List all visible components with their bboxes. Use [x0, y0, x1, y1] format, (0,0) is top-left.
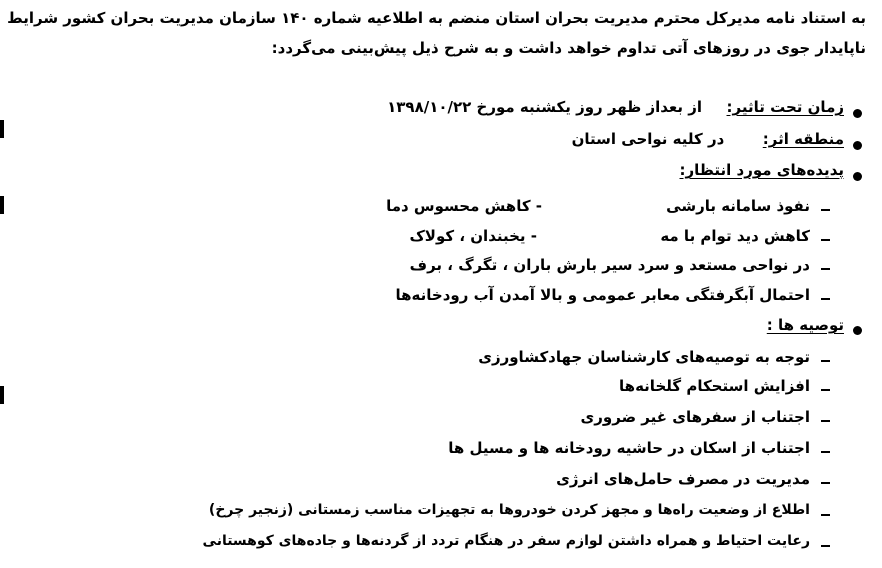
phenomenon-temperature-drop: - کاهش محسوس دما [386, 197, 542, 215]
bullet-icon [853, 109, 862, 118]
dash-icon [821, 545, 830, 547]
recommendation-item: اطلاع از وضعیت راه‌ها و مجهز کردن خودروها به تجهیزات مناسب زمستانی (زنجیر چرخ) [208, 502, 810, 518]
phenomenon-rainfall: نفوذ سامانه بارشی [666, 197, 810, 215]
phenomenon-precipitation: در نواحی مستعد و سرد سیر بارش باران ، تگرگ ، برف [409, 256, 810, 274]
dash-icon [821, 298, 830, 300]
dash-icon [821, 360, 830, 362]
phenomenon-frost-blizzard: - یخبندان ، کولاک [409, 227, 537, 245]
bullet-icon [853, 172, 862, 181]
phenomena-label: پدیده‌های مورد انتظار: [679, 161, 844, 179]
intro-line-2: ناپایدار جوی در روزهای آتی تداوم خواهد داشت و به شرح ذیل پیش‌بینی می‌گردد: [271, 39, 866, 57]
area-row [572, 130, 844, 148]
recommendation-item: رعایت احتیاط و همراه داشتن لوازم سفر در هنگام تردد از گردنه‌ها و جاده‌های کوهستانی [202, 533, 810, 549]
recommendation-item: مدیریت در مصرف حامل‌های انرژی [556, 470, 810, 488]
dash-icon [821, 514, 830, 516]
time-value: از بعداز ظهر روز یکشنبه مورخ ۱۳۹۸/۱۰/۲۲ [387, 98, 703, 116]
intro-line-1: به استناد نامه مدیرکل محترم مدیریت بحران استان منضم به اطلاعیه شماره ۱۴۰ سازمان مدیریت بحران کشور شرایط [7, 9, 866, 27]
time-row [387, 98, 844, 116]
scan-edge-mark [0, 386, 4, 404]
dash-icon [821, 420, 830, 422]
bullet-icon [853, 326, 862, 335]
area-label: منطقه اثر: [762, 130, 844, 148]
dash-icon [821, 209, 830, 211]
recommendation-item: افزایش استحکام گلخانه‌ها [619, 377, 810, 395]
dash-icon [821, 482, 830, 484]
dash-icon [821, 268, 830, 270]
recommendations-label: توصیه ها : [766, 316, 844, 334]
recommendation-item: اجتناب از اسکان در حاشیه رودخانه ها و مسیل ها [448, 439, 810, 457]
recommendation-item: اجتناب از سفرهای غیر ضروری [580, 408, 810, 426]
time-label: زمان تحت تاثیر: [726, 98, 844, 116]
dash-icon [821, 389, 830, 391]
dash-icon [821, 239, 830, 241]
recommendation-item: توجه به توصیه‌های کارشناسان جهادکشاورزی [478, 348, 810, 366]
dash-icon [821, 451, 830, 453]
bullet-icon [853, 141, 862, 150]
scan-edge-mark [0, 120, 4, 138]
phenomenon-flooding: احتمال آبگرفتگی معابر عمومی و بالا آمدن آب رودخانه‌ها [395, 286, 810, 304]
scan-edge-mark [0, 196, 4, 214]
phenomenon-fog: کاهش دید توام با مه [660, 227, 810, 245]
area-value: در کلیه نواحی استان [571, 130, 725, 148]
